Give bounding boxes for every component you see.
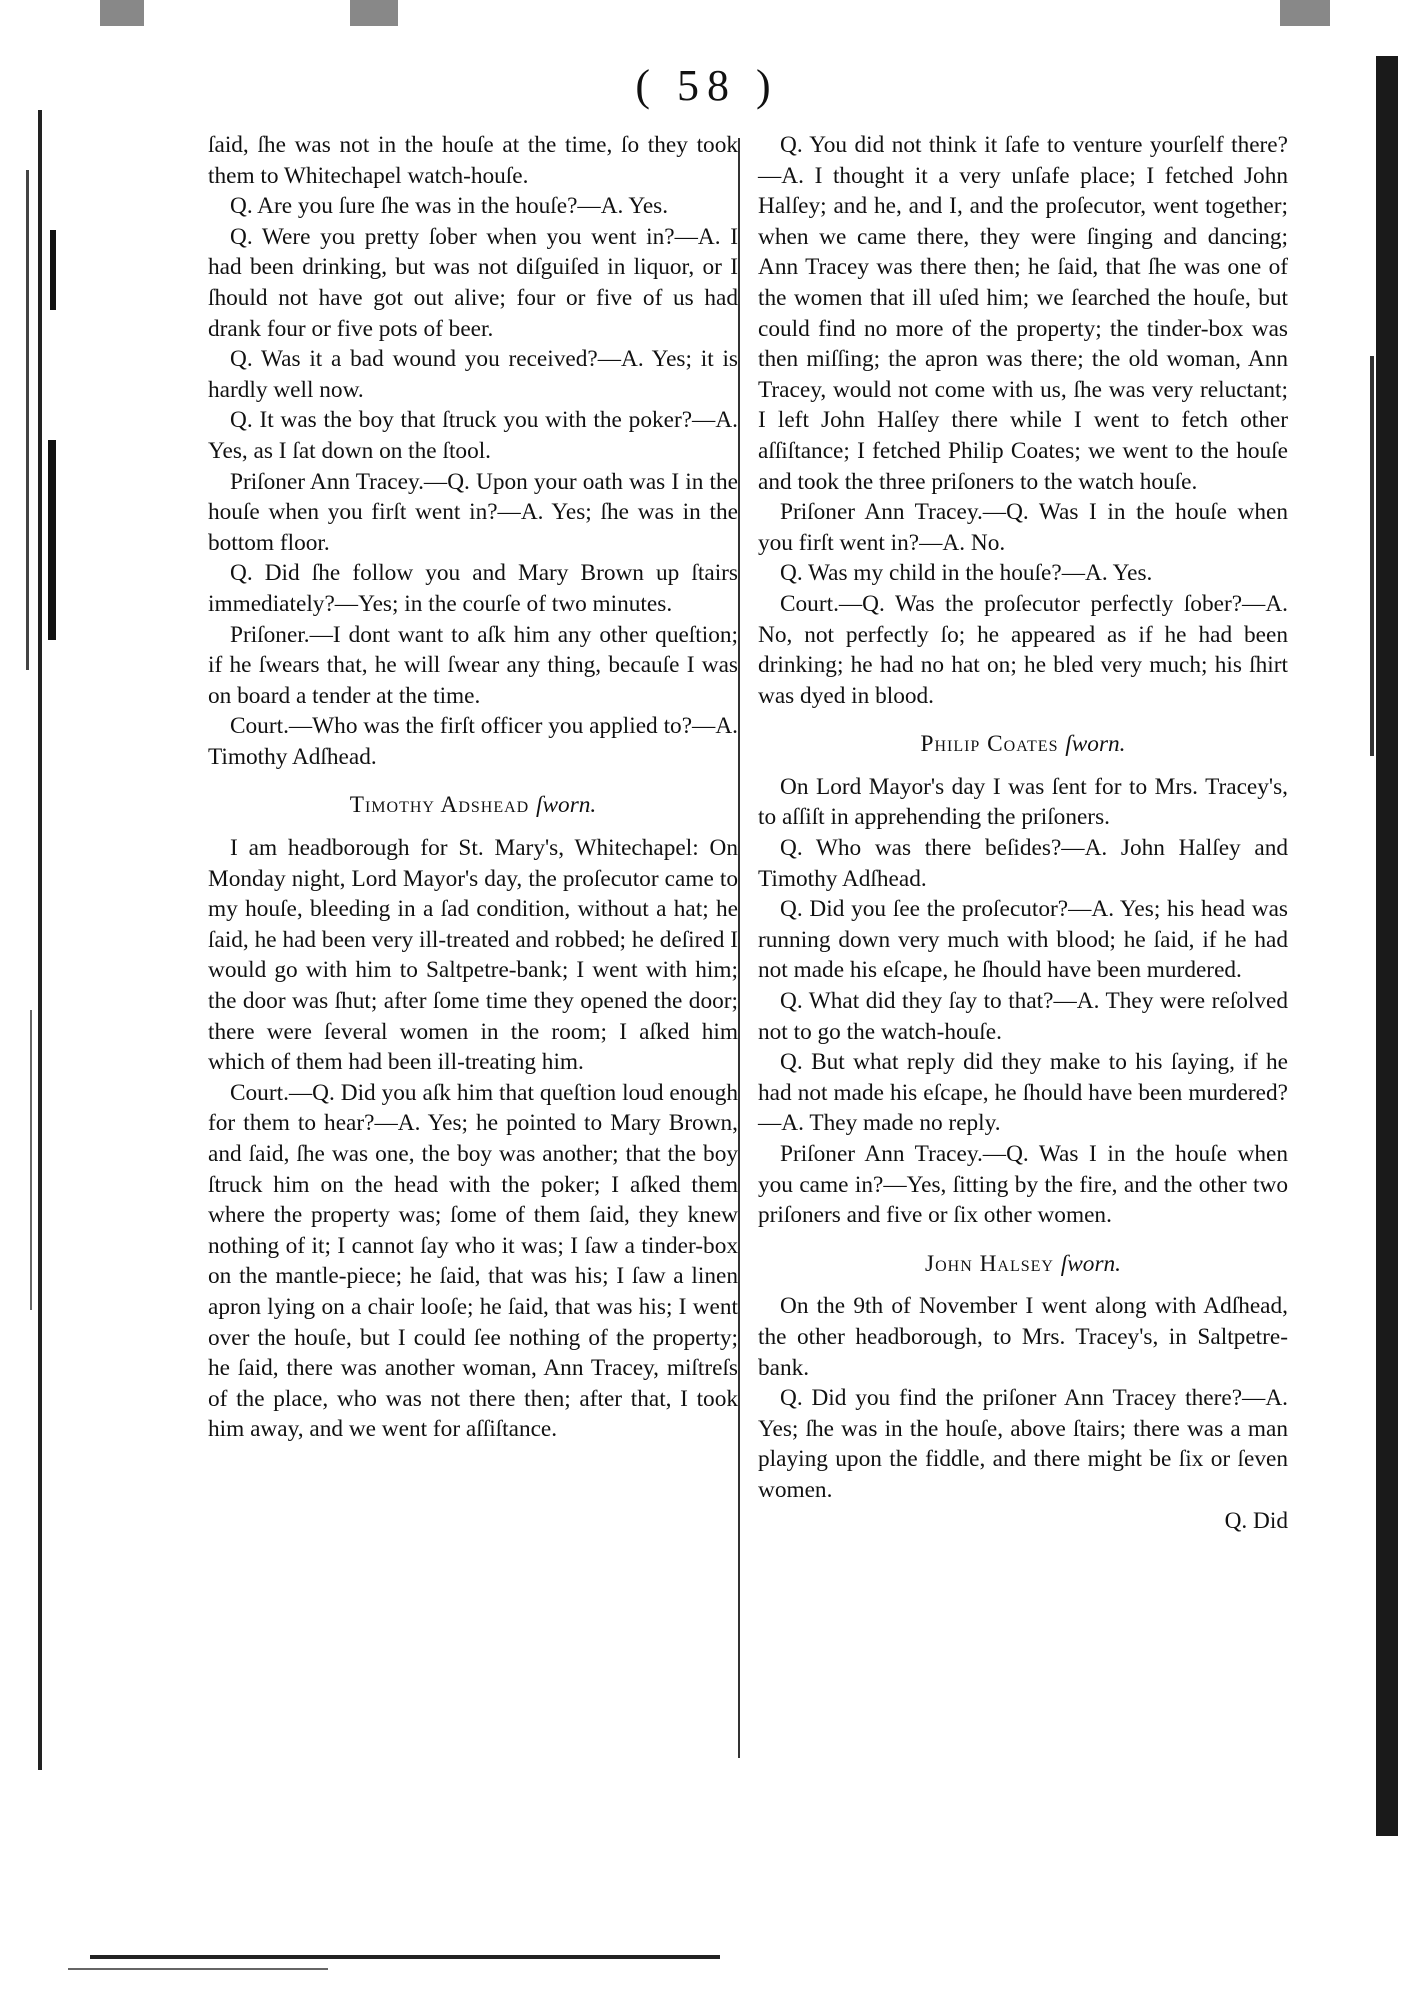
catchword: Q. Did	[1224, 1507, 1288, 1534]
page-number: ( 58 )	[635, 61, 779, 110]
paragraph: Q. Did ſhe follow you and Mary Brown up ſtairs immediately?—Yes; in the courſe of two minutes.	[208, 560, 738, 617]
witness-name: Philip Coates	[920, 731, 1059, 758]
paragraph: Court.—Q. Did you aſk him that queſtion loud enough for them to hear?—A. Yes; he pointed to Mary Brown, and ſaid, ſhe was one, the boy was another; that the boy ſtruck him on the head with the poker; I aſked them where the property was; ſome of them ſaid, they knew nothing of it; I cannot ſay who it was; I ſaw a tinder-box on the mantle-piece; he ſaid, that was his; I ſaw a linen apron lying on a chair looſe; he ſaid, that was his; I went over the houſe, but I could ſee nothing of the property; he ſaid, there was another woman, Ann Tracey, miſtreſs of the place, who was not there then; after that, I took him away, and we went for aſſiſtance.	[208, 1079, 738, 1443]
paragraph: Q. Were you pretty ſober when you went in?—A. I had been drinking, but was not diſguiſed in liquor, or I ſhould not have got out alive; four or five of us had drank four or five pots of beer.	[208, 223, 738, 342]
paragraph: Priſoner Ann Tracey.—Q. Upon your oath was I in the houſe when you firſt went in?—A. Yes; ſhe was in the bottom floor.	[208, 468, 738, 556]
witness-heading	[758, 1249, 1288, 1280]
scan-artifact-right-edge	[1370, 56, 1404, 1836]
scan-artifact-top	[100, 0, 144, 26]
scan-artifact-top	[1280, 0, 1330, 26]
paragraph: Q. Are you ſure ſhe was in the houſe?—A. Yes.	[230, 193, 669, 220]
scan-artifact-left-edge	[20, 110, 70, 1770]
paragraph: Q. What did they ſay to that?—A. They were reſolved not to go the watch-houſe.	[758, 988, 1288, 1045]
paragraph: Priſoner Ann Tracey.—Q. Was I in the houſe when you came in?—Yes, ſitting by the fire, and the other two priſoners and five or ſix other women.	[758, 1141, 1288, 1229]
paragraph: On Lord Mayor's day I was ſent for to Mrs. Tracey's, to aſſiſt in apprehending the priſoners.	[758, 773, 1288, 831]
scan-artifact-top	[350, 0, 398, 26]
paragraph: Q. Was my child in the houſe?—A. Yes.	[780, 560, 1153, 587]
paragraph: ſaid, ſhe was not in the houſe at the time, ſo they took them to Whitechapel watch-houſe.	[208, 132, 738, 189]
paragraph: Q. Was it a bad wound you received?—A. Yes; it is hardly well now.	[208, 346, 738, 403]
paragraph: Q. But what reply did they make to his ſaying, if he had not made his eſcape, he ſhould have been murdered?—A. They made no reply.	[758, 1049, 1288, 1137]
paragraph: Priſoner Ann Tracey.—Q. Was I in the houſe when you firſt went in?—A. No.	[758, 499, 1288, 556]
paragraph: Q. Did you find the priſoner Ann Tracey there?—A. Yes; ſhe was in the houſe, above ſtairs; there was a man playing upon the fiddle, and there might be ſix or ſeven women.	[758, 1385, 1288, 1503]
right-column	[758, 130, 1288, 1536]
paragraph: Court.—Who was the firſt officer you applied to?—A. Timothy Adſhead.	[208, 713, 738, 770]
paragraph: Q. Who was there beſides?—A. John Halſey and Timothy Adſhead.	[758, 835, 1288, 892]
paragraph: On the 9th of November I went along with Adſhead, the other headborough, to Mrs. Tracey's, in Saltpetre-bank.	[758, 1293, 1288, 1381]
column-divider	[738, 138, 740, 1758]
paragraph: Priſoner.—I dont want to aſk him any other queſtion; if he ſwears that, he will ſwear any thing, becauſe I was on board a tender at the time.	[208, 621, 738, 709]
paragraph: I am headborough for St. Mary's, Whitechapel: On Monday night, Lord Mayor's day, the proſecutor came to my houſe, bleeding in a ſad condition, without a hat; he ſaid, he had been very ill-treated and robbed; he deſired I would go with him to Saltpetre-bank; I went with him; the door was ſhut; after ſome time they opened the door; there were ſeveral women in the room; I aſked him which of them had been ill-treating him.	[208, 835, 738, 1076]
left-column	[208, 130, 738, 1445]
witness-heading	[208, 790, 738, 821]
sworn-label: ſworn.	[536, 792, 597, 819]
witness-heading	[758, 729, 1288, 760]
paragraph: Q. You did not think it ſafe to venture yourſelf there?—A. I thought it a very unſafe place; I fetched John Halſey; and he, and I, and the proſecutor, went together; when we came there, they were ſinging and dancing; Ann Tracey was there then; he ſaid, that ſhe was one of the women that ill uſed him; we ſearched the houſe, but could find no more of the property; the tinder-box was then miſſing; the apron was there; the old woman, Ann Tracey, would not come with us, ſhe was very reluctant; I left John Halſey there while I went to fetch other aſſiſtance; I fetched Philip Coates; we went to the houſe and took the three priſoners to the watch houſe.	[758, 132, 1288, 495]
paragraph: Court.—Q. Was the proſecutor perfectly ſober?—A. No, not perfectly ſo; he appeared as if he had been drinking; he had no hat on; he bled very much; his ſhirt was dyed in blood.	[758, 590, 1288, 709]
scan-artifact-bottom-rule	[68, 1968, 328, 1970]
paragraph: Q. Did you ſee the proſecutor?—A. Yes; his head was running down very much with blood; he ſaid, if he had not made his eſcape, he ſhould have been murdered.	[758, 896, 1288, 984]
sworn-label: ſworn.	[1065, 731, 1126, 758]
scan-artifact-bottom-rule	[90, 1955, 720, 1959]
witness-name: John Halsey	[925, 1250, 1054, 1277]
sworn-label: ſworn.	[1060, 1250, 1121, 1277]
paragraph: Q. It was the boy that ſtruck you with the poker?—A. Yes, as I ſat down on the ſtool.	[208, 407, 738, 464]
witness-name: Timothy Adshead	[349, 792, 530, 819]
